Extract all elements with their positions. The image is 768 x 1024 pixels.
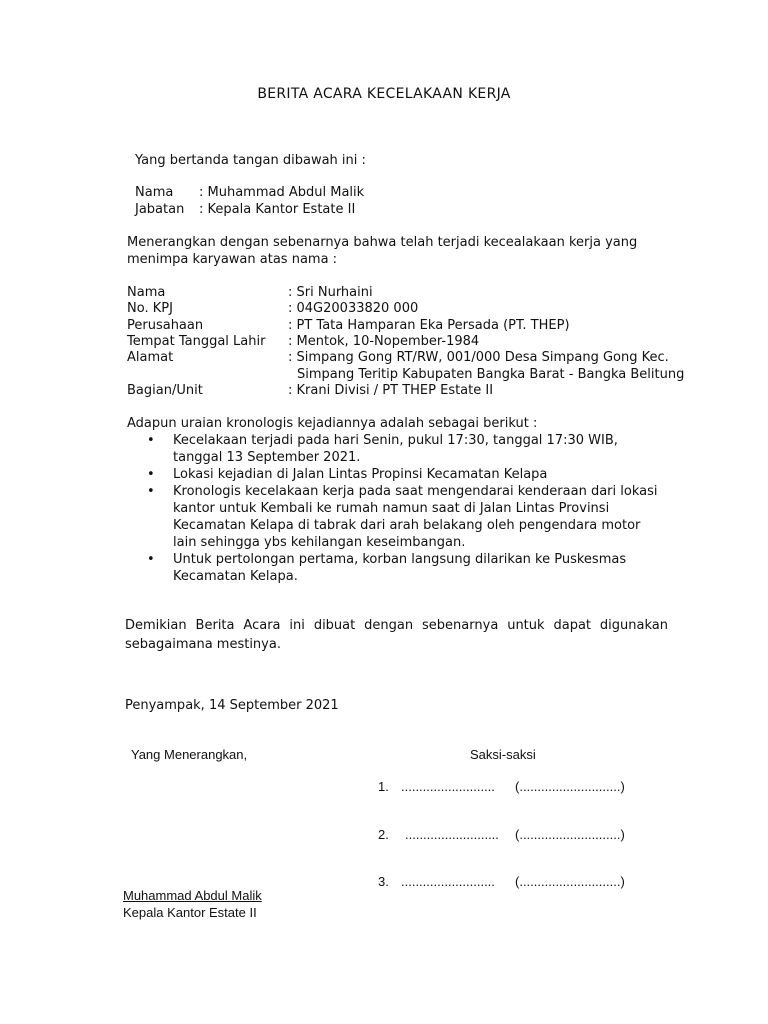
witness-2-number: 2. bbox=[378, 827, 389, 842]
employee-address-value-1: : Simpang Gong RT/RW, 001/000 Desa Simpang Gong Kec. bbox=[288, 350, 669, 365]
employee-address-label: Alamat bbox=[127, 350, 174, 365]
signer-name-label: Nama bbox=[135, 185, 174, 200]
employee-birth-value: : Mentok, 10-Nopember-1984 bbox=[288, 334, 480, 349]
chronology-list bbox=[147, 432, 667, 585]
witness-3-name-blank: .......................... bbox=[401, 874, 495, 889]
witness-1-signature-blank: (............................) bbox=[515, 779, 625, 794]
employee-kpj-value: : 04G20033820 000 bbox=[288, 301, 419, 316]
chronology-intro: Adapun uraian kronologis kejadiannya adalah sebagai berikut : bbox=[127, 416, 538, 431]
employee-unit-label: Bagian/Unit bbox=[127, 383, 203, 398]
witness-label: Saksi-saksi bbox=[470, 747, 536, 762]
witness-3-number: 3. bbox=[378, 874, 389, 889]
bullet-icon: • bbox=[147, 433, 155, 448]
list-item-text: Kecelakaan terjadi pada hari Senin, pukul 17:30, tanggal 17:30 WIB, tanggal 13 September 2021. bbox=[173, 433, 618, 465]
employee-address-value-2: Simpang Teritip Kabupaten Bangka Barat - Bangka Belitung bbox=[297, 367, 685, 382]
employee-name-label: Nama bbox=[127, 285, 166, 300]
statement-line-1: Menerangkan dengan sebenarnya bahwa telah terjadi kecealakaan kerja yang bbox=[127, 235, 638, 250]
signer-position-label: Jabatan bbox=[135, 202, 185, 217]
signer-position-value: : Kepala Kantor Estate II bbox=[199, 202, 356, 217]
witness-2-name-blank: .......................... bbox=[405, 827, 499, 842]
employee-unit-value: : Krani Divisi / PT THEP Estate II bbox=[288, 383, 494, 398]
employee-company-label: Perusahaan bbox=[127, 318, 204, 333]
bullet-icon: • bbox=[147, 552, 155, 567]
employee-name-value: : Sri Nurhaini bbox=[288, 285, 373, 300]
list-item-text: Kronologis kecelakaan kerja pada saat mengendarai kenderaan dari lokasi kantor untuk Kembali ke rumah namun saat di Jalan Lintas Provinsi Kecamatan Kelapa di tabrak dari arah belakang oleh pengendara motor lain sehingga ybs kehilangan keseimbangan. bbox=[173, 484, 658, 550]
signature-title: Kepala Kantor Estate II bbox=[123, 905, 257, 920]
employee-company-value: : PT Tata Hamparan Eka Persada (PT. THEP) bbox=[288, 318, 570, 333]
closing-paragraph: Demikian Berita Acara ini dibuat dengan sebenarnya untuk dapat digunakan sebagaimana mestinya. bbox=[125, 618, 668, 652]
list-item bbox=[147, 466, 667, 483]
list-item bbox=[147, 483, 667, 551]
signer-name-value: : Muhammad Abdul Malik bbox=[199, 185, 365, 200]
witness-1-number: 1. bbox=[378, 779, 389, 794]
list-item bbox=[147, 551, 667, 585]
bullet-icon: • bbox=[147, 467, 155, 482]
witness-2-signature-blank: (............................) bbox=[515, 827, 625, 842]
document-title: BERITA ACARA KECELAKAAN KERJA bbox=[257, 86, 511, 102]
statement-line-2: menimpa karyawan atas nama : bbox=[127, 252, 338, 267]
declarer-label: Yang Menerangkan, bbox=[131, 747, 248, 762]
bullet-icon: • bbox=[147, 484, 155, 499]
list-item-text: Lokasi kejadian di Jalan Lintas Propinsi Kecamatan Kelapa bbox=[173, 467, 548, 482]
witness-1-name-blank: .......................... bbox=[401, 779, 495, 794]
list-item-text: Untuk pertolongan pertama, korban langsung dilarikan ke Puskesmas Kecamatan Kelapa. bbox=[173, 552, 627, 584]
employee-kpj-label: No. KPJ bbox=[127, 301, 173, 316]
signature-name: Muhammad Abdul Malik bbox=[123, 888, 262, 903]
list-item bbox=[147, 432, 667, 466]
witness-3-signature-blank: (............................) bbox=[515, 874, 625, 889]
employee-birth-label: Tempat Tanggal Lahir bbox=[127, 334, 266, 349]
intro-text: Yang bertanda tangan dibawah ini : bbox=[135, 153, 366, 168]
place-date: Penyampak, 14 September 2021 bbox=[125, 698, 339, 713]
